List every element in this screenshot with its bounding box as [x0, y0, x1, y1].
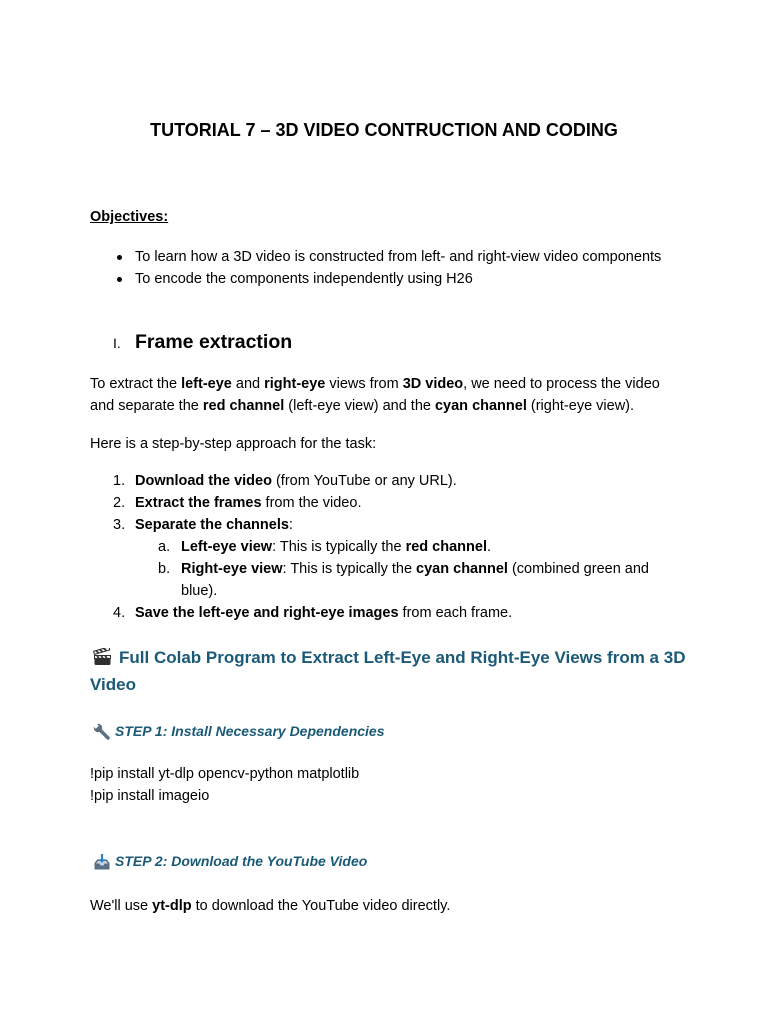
sub-step-bold-text: Left-eye view: [181, 539, 273, 555]
step-1-heading: [90, 720, 690, 742]
sub-step-bold-text: red channel: [405, 539, 487, 555]
intro-bold-text: left-eye: [181, 376, 232, 392]
code-line: !pip install imageio: [90, 788, 210, 804]
intro-text: and separate the: [90, 398, 203, 414]
intro-text: views from: [325, 376, 403, 392]
wrench-icon: [93, 723, 111, 741]
sub-step-text: (combined green and: [507, 561, 649, 577]
sub-step-text: blue).: [181, 583, 218, 599]
step-2-heading-text: STEP 2: Download the YouTube Video: [115, 853, 368, 869]
lead-in-text: Here is a step-by-step approach for the task:: [90, 436, 377, 452]
step-item: [90, 492, 690, 514]
step-number: 1.: [113, 473, 126, 489]
step-text: from the video.: [261, 495, 362, 511]
colab-heading: [90, 644, 695, 698]
inbox-tray-icon: [93, 853, 111, 871]
section-numeral: I.: [113, 335, 121, 351]
objective-text: To learn how a 3D video is constructed from left- and right-view video components: [135, 249, 662, 265]
download-note: [90, 895, 690, 917]
code-line: !pip install yt-dlp opencv-python matplotlib: [90, 766, 360, 782]
sub-step-bold-text: Right-eye view: [181, 561, 283, 577]
step-text: (from YouTube or any URL).: [271, 473, 457, 489]
bullet-marker: [117, 255, 122, 260]
steps-list: [90, 470, 690, 624]
step-bold-text: Download the video: [135, 473, 272, 489]
note-text: to download the YouTube video directly.: [191, 898, 451, 914]
section-title: Frame extraction: [135, 331, 293, 353]
sub-step-item: [135, 558, 690, 602]
intro-bold-text: red channel: [202, 398, 285, 414]
step-1-heading-text: STEP 1: Install Necessary Dependencies: [115, 723, 385, 739]
intro-text: (right-eye view).: [526, 398, 635, 414]
intro-text: To extract the: [90, 376, 182, 392]
install-commands: [90, 763, 690, 807]
step-number: 3.: [113, 517, 126, 533]
step-bold-text: Save the left-eye and right-eye images: [135, 605, 399, 621]
step-text: :: [288, 517, 293, 533]
sub-step-letter: a.: [158, 539, 171, 555]
note-bold-text: yt-dlp: [152, 898, 192, 914]
step-bold-text: Extract the frames: [135, 495, 262, 511]
step-item: [90, 514, 690, 602]
intro-bold-text: 3D video: [402, 376, 464, 392]
sub-step-text: : This is typically the: [272, 539, 406, 555]
sub-step-bold-text: cyan channel: [416, 561, 508, 577]
intro-text: (left-eye view) and the: [284, 398, 435, 414]
intro-paragraph: [90, 373, 690, 417]
objectives-label: Objectives:: [90, 209, 169, 225]
list-item: [90, 268, 690, 290]
sub-step-letter: b.: [158, 561, 171, 577]
sub-step-item: [135, 536, 690, 558]
sub-step-text: : This is typically the: [282, 561, 417, 577]
step-text: from each frame.: [398, 605, 513, 621]
intro-text: and: [231, 376, 265, 392]
step-number: 2.: [113, 495, 126, 511]
step-item: [90, 602, 690, 624]
step-number: 4.: [113, 605, 126, 621]
note-text: We'll use: [90, 898, 153, 914]
intro-text: , we need to process the video: [463, 376, 660, 392]
document-title: TUTORIAL 7 – 3D VIDEO CONTRUCTION AND CODING: [150, 120, 618, 140]
step-2-heading: [90, 850, 690, 872]
intro-bold-text: cyan channel: [434, 398, 527, 414]
clapperboard-icon: [93, 648, 112, 666]
step-item: [90, 470, 690, 492]
step-bold-text: Separate the channels: [135, 517, 289, 533]
section-heading: [90, 329, 690, 355]
sub-step-text: .: [486, 539, 492, 555]
list-item: [90, 246, 690, 268]
colab-heading-text: Full Colab Program to Extract Left-Eye and Right-Eye Views from a 3D Video: [90, 647, 686, 694]
intro-bold-text: right-eye: [264, 376, 326, 392]
objectives-list: [90, 246, 690, 290]
objective-text: To encode the components independently using H26: [135, 271, 473, 287]
bullet-marker: [117, 277, 122, 282]
